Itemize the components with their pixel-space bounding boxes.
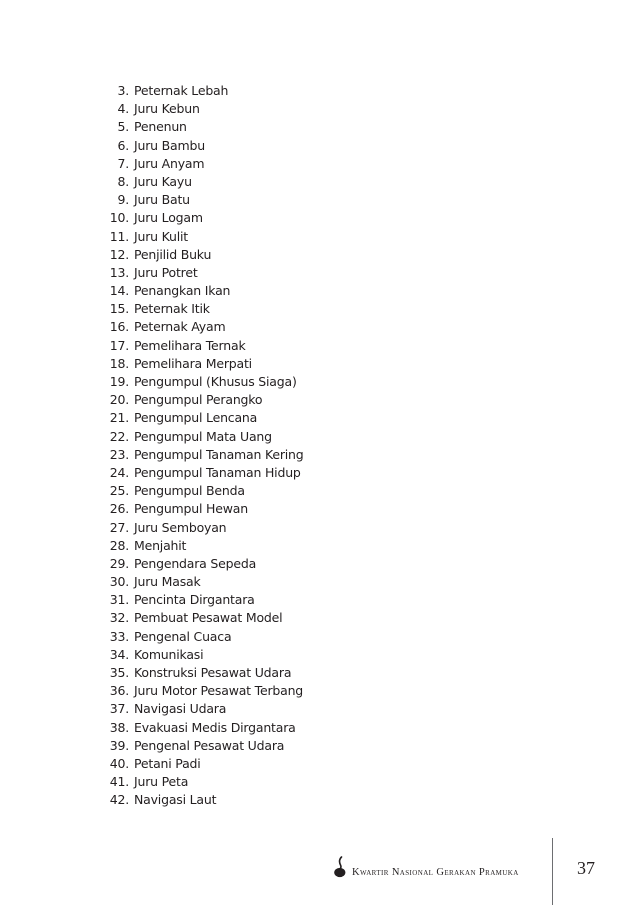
- list-item: [100, 428, 304, 446]
- list-item-number: 19.: [109, 374, 129, 389]
- list-item-number: 42.: [109, 792, 129, 808]
- list-item-text: Penangkan Ikan: [134, 283, 231, 299]
- list-item: [100, 282, 304, 300]
- list-item: [100, 191, 304, 209]
- list-item: [100, 573, 304, 591]
- list-item-number: 3.: [117, 83, 129, 98]
- list-item-text: Penenun: [134, 119, 187, 135]
- list-item-number: 30.: [109, 574, 129, 590]
- list-item-number: 23.: [109, 446, 129, 462]
- list-item-text: Pencinta Dirgantara: [134, 592, 255, 608]
- list-item-text: Pembuat Pesawat Model: [134, 610, 283, 626]
- list-item-number: 4.: [117, 101, 129, 117]
- list-item: [100, 373, 304, 391]
- tunas-kelapa-icon: [333, 856, 347, 878]
- list-item: [100, 409, 304, 427]
- list-item-text: Juru Masak: [134, 574, 201, 590]
- list-item: [100, 173, 304, 191]
- list-item-text: Pengumpul (Khusus Siaga): [134, 374, 297, 389]
- list-item-text: Petani Padi: [134, 755, 201, 771]
- list-item-text: Juru Kayu: [134, 173, 192, 189]
- list-item: [100, 337, 304, 355]
- list-item-number: 5.: [117, 119, 129, 135]
- list-item-number: 26.: [109, 501, 129, 517]
- list-item: [100, 264, 304, 282]
- list-item-text: Navigasi Udara: [134, 701, 227, 717]
- list-item: [100, 500, 304, 518]
- list-item: [100, 246, 304, 264]
- list-item: [100, 300, 304, 318]
- list-item: [100, 755, 304, 773]
- list-item-number: 15.: [109, 301, 129, 317]
- list-item-text: Pengenal Pesawat Udara: [134, 737, 285, 753]
- list-item-text: Juru Semboyan: [134, 519, 227, 535]
- list-item-number: 37.: [109, 701, 129, 717]
- list-item-text: Menjahit: [134, 537, 187, 553]
- list-item-text: Navigasi Laut: [134, 792, 217, 808]
- list-item-text: Pengumpul Hewan: [134, 501, 248, 517]
- list-item-text: Peternak Lebah: [134, 83, 229, 98]
- list-item-text: Pemelihara Merpati: [134, 355, 252, 371]
- list-item: [100, 82, 304, 100]
- list-item-number: 40.: [109, 755, 129, 771]
- list-item: [100, 646, 304, 664]
- list-item-number: 21.: [109, 410, 129, 426]
- list-item-text: Penjilid Buku: [134, 246, 212, 262]
- list-item-number: 29.: [109, 555, 129, 571]
- list-item-number: 14.: [109, 283, 129, 299]
- list-item: [100, 137, 304, 155]
- list-item-text: Pengumpul Lencana: [134, 410, 258, 426]
- list-item: [100, 482, 304, 500]
- list-item-number: 13.: [109, 264, 129, 280]
- list-item: [100, 519, 304, 537]
- list-item: [100, 318, 304, 336]
- list-item-text: Evakuasi Medis Dirgantara: [134, 719, 296, 735]
- list-item-number: 20.: [109, 392, 129, 408]
- list-item-number: 39.: [109, 737, 129, 753]
- list-item-number: 22.: [109, 428, 129, 444]
- list-item-number: 16.: [109, 319, 129, 335]
- list-item-text: Pengendara Sepeda: [134, 555, 257, 571]
- list-item: [100, 555, 304, 573]
- list-item-text: Komunikasi: [134, 646, 204, 662]
- list-item-number: 24.: [109, 464, 129, 480]
- list-item-text: Pengumpul Mata Uang: [134, 428, 272, 444]
- list-item-number: 27.: [109, 519, 129, 535]
- list-item: [100, 355, 304, 373]
- list-item-text: Pengumpul Perangko: [134, 392, 263, 408]
- list-item: [100, 591, 304, 609]
- list-item: [100, 773, 304, 791]
- list-item-number: 11.: [109, 228, 129, 244]
- list-item-number: 36.: [109, 683, 129, 699]
- list-item-number: 9.: [117, 192, 129, 208]
- list-item: [100, 155, 304, 173]
- list-item-number: 7.: [117, 155, 129, 171]
- list-item-text: Juru Potret: [134, 264, 198, 280]
- list-item: [100, 100, 304, 118]
- page-number: 37: [577, 858, 595, 878]
- list-item-text: Juru Peta: [134, 774, 189, 790]
- list-item-text: Juru Anyam: [134, 155, 205, 171]
- list-item-text: Juru Kebun: [134, 101, 200, 117]
- list-item-text: Juru Motor Pesawat Terbang: [134, 683, 304, 699]
- list-item-text: Pengumpul Benda: [134, 483, 245, 499]
- list-item: [100, 537, 304, 555]
- list-item-number: 18.: [109, 355, 129, 371]
- list-item: [100, 664, 304, 682]
- list-item-text: Juru Bambu: [134, 137, 205, 153]
- list-item-text: Juru Kulit: [134, 228, 188, 244]
- list-item-number: 32.: [109, 610, 129, 626]
- footer-organization: Kwartir Nasional Gerakan Pramuka: [352, 867, 519, 878]
- list-item: [100, 118, 304, 136]
- list-item-number: 8.: [117, 173, 129, 189]
- list-item: [100, 228, 304, 246]
- numbered-list: [100, 82, 304, 810]
- list-item-text: Pengumpul Tanaman Hidup: [134, 464, 301, 480]
- list-item: [100, 209, 304, 227]
- list-item-number: 33.: [109, 628, 129, 644]
- list-item-number: 38.: [109, 719, 129, 735]
- list-item: [100, 791, 304, 809]
- list-item: [100, 391, 304, 409]
- list-item: [100, 682, 304, 700]
- list-item-text: Pengenal Cuaca: [134, 628, 232, 644]
- list-item-text: Pengumpul Tanaman Kering: [134, 446, 304, 462]
- list-item: [100, 628, 304, 646]
- list-item: [100, 464, 304, 482]
- list-item-text: Peternak Itik: [134, 301, 210, 317]
- list-item-number: 34.: [109, 646, 129, 662]
- list-item-number: 12.: [109, 246, 129, 262]
- list-item-text: Konstruksi Pesawat Udara: [134, 665, 292, 680]
- list-item-text: Juru Logam: [134, 210, 203, 226]
- list-item-text: Juru Batu: [134, 192, 190, 208]
- list-item-number: 6.: [117, 137, 129, 153]
- list-item-number: 17.: [109, 337, 129, 353]
- list-item-number: 28.: [109, 537, 129, 553]
- list-item: [100, 609, 304, 627]
- list-item-number: 41.: [109, 774, 129, 790]
- list-item-number: 31.: [109, 592, 129, 608]
- list-item: [100, 719, 304, 737]
- footer-divider: [552, 838, 553, 905]
- list-item-text: Pemelihara Ternak: [134, 337, 246, 353]
- list-item: [100, 737, 304, 755]
- list-item-number: 25.: [109, 483, 129, 499]
- list-item: [100, 700, 304, 718]
- list-item-number: 10.: [109, 210, 129, 226]
- list-item-text: Peternak Ayam: [134, 319, 226, 335]
- list-item: [100, 446, 304, 464]
- list-item-number: 35.: [109, 665, 129, 680]
